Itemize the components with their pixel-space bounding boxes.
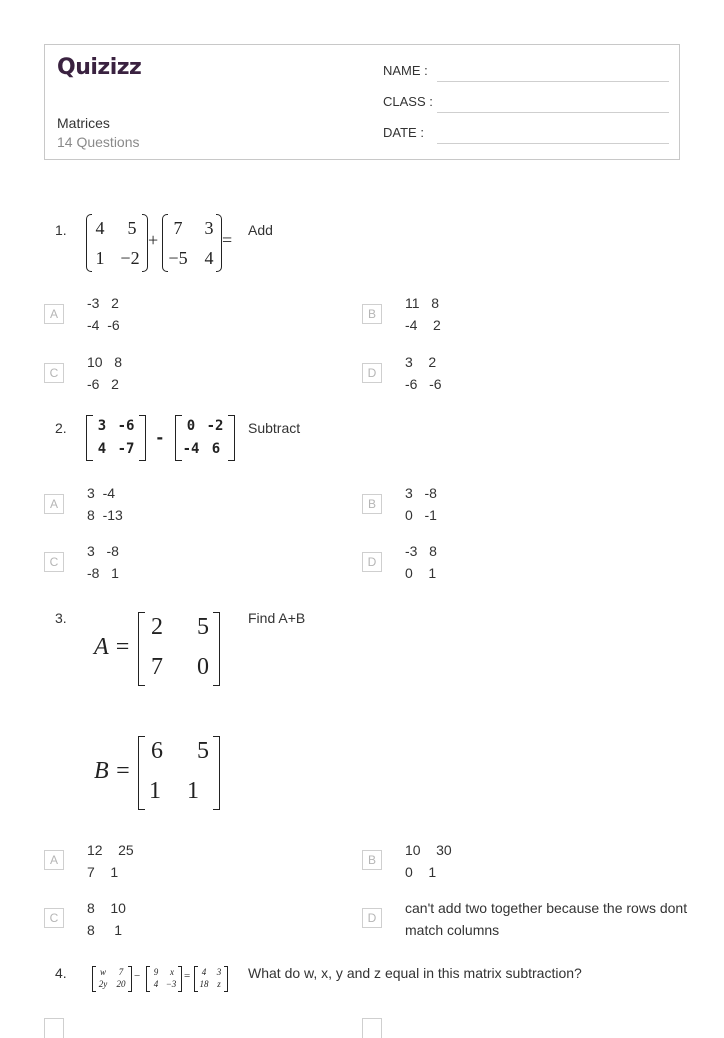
q1-equals-sign: = xyxy=(222,230,233,250)
question-count: 14 Questions xyxy=(57,134,140,150)
q1-option-b-box[interactable]: B xyxy=(362,304,382,324)
q3-option-b-box[interactable]: B xyxy=(362,850,382,870)
q2-matrix-b: 0 -2 -4 6 xyxy=(175,415,235,461)
q1-matrix-b: 7 3 −5 4 xyxy=(162,214,222,272)
q1-option-b-text: 11 8 -4 2 xyxy=(405,295,441,333)
question-1-text: Add xyxy=(248,222,273,238)
question-4-number: 4. xyxy=(55,965,67,981)
q1-option-d-text: 3 2 -6 -6 xyxy=(405,354,442,392)
q3-option-c-text: 8 10 8 1 xyxy=(87,900,126,938)
q3-option-a-box[interactable]: A xyxy=(44,850,64,870)
q2-matrix-a: 3 -6 4 -7 xyxy=(86,415,146,461)
q2-option-a-text: 3 -4 8 -13 xyxy=(87,485,123,523)
q3-option-d-box[interactable]: D xyxy=(362,908,382,928)
q3-matrix-b: 6 5 1 1 xyxy=(138,736,220,810)
q1-option-a-box[interactable]: A xyxy=(44,304,64,324)
q1-matrix-a: 4 5 1 −2 xyxy=(86,214,148,272)
q2-option-d-text: -3 8 0 1 xyxy=(405,543,437,581)
class-label: CLASS : xyxy=(383,94,433,109)
q4-matrix-b: 9 x 4 −3 xyxy=(146,966,182,992)
question-3-number: 3. xyxy=(55,610,67,626)
q1-option-d-box[interactable]: D xyxy=(362,363,382,383)
q3-matrix-a: 2 5 7 0 xyxy=(138,612,220,686)
q1-option-c-box[interactable]: C xyxy=(44,363,64,383)
q2-option-a-box[interactable]: A xyxy=(44,494,64,514)
q2-option-d-box[interactable]: D xyxy=(362,552,382,572)
q1-option-c-text: 10 8 -6 2 xyxy=(87,354,123,392)
date-label: DATE : xyxy=(383,125,424,140)
q3-option-b-text: 10 30 0 1 xyxy=(405,842,452,880)
name-label: NAME : xyxy=(383,63,428,78)
q2-option-b-box[interactable]: B xyxy=(362,494,382,514)
q2-minus-sign: - xyxy=(155,428,165,447)
name-field[interactable] xyxy=(437,81,669,82)
question-3-text: Find A+B xyxy=(248,610,306,626)
q4-matrix-c: 4 3 18 z xyxy=(194,966,228,992)
q3-label-a: A = xyxy=(94,634,131,660)
q4-matrix-a: w 7 2y 20 xyxy=(92,966,132,992)
q4-option-b-box[interactable] xyxy=(362,1018,382,1038)
question-2-text: Subtract xyxy=(248,420,301,436)
q2-option-b-text: 3 -8 0 -1 xyxy=(405,485,437,523)
worksheet-header xyxy=(44,44,680,160)
q4-option-a-box[interactable] xyxy=(44,1018,64,1038)
question-4-text: What do w, x, y and z equal in this matrix subtraction? xyxy=(248,965,582,981)
worksheet-title: Matrices xyxy=(57,115,110,131)
q4-equals-sign: = xyxy=(184,970,191,982)
q1-plus-sign: + xyxy=(148,230,159,250)
question-1-number: 1. xyxy=(55,222,67,238)
q3-option-d-text: can't add two together because the rows dont match columns xyxy=(405,900,688,938)
q2-option-c-box[interactable]: C xyxy=(44,552,64,572)
q3-option-a-text: 12 25 7 1 xyxy=(87,842,134,880)
date-field[interactable] xyxy=(437,143,669,144)
q3-label-b: B = xyxy=(94,758,131,784)
q1-option-a-text: -3 2 -4 -6 xyxy=(87,295,120,333)
class-field[interactable] xyxy=(437,112,669,113)
q4-minus-sign: − xyxy=(134,970,141,982)
quizizz-logo: Quizizz xyxy=(57,55,142,80)
q2-option-c-text: 3 -8 -8 1 xyxy=(87,543,119,581)
question-2-number: 2. xyxy=(55,420,67,436)
q3-option-c-box[interactable]: C xyxy=(44,908,64,928)
